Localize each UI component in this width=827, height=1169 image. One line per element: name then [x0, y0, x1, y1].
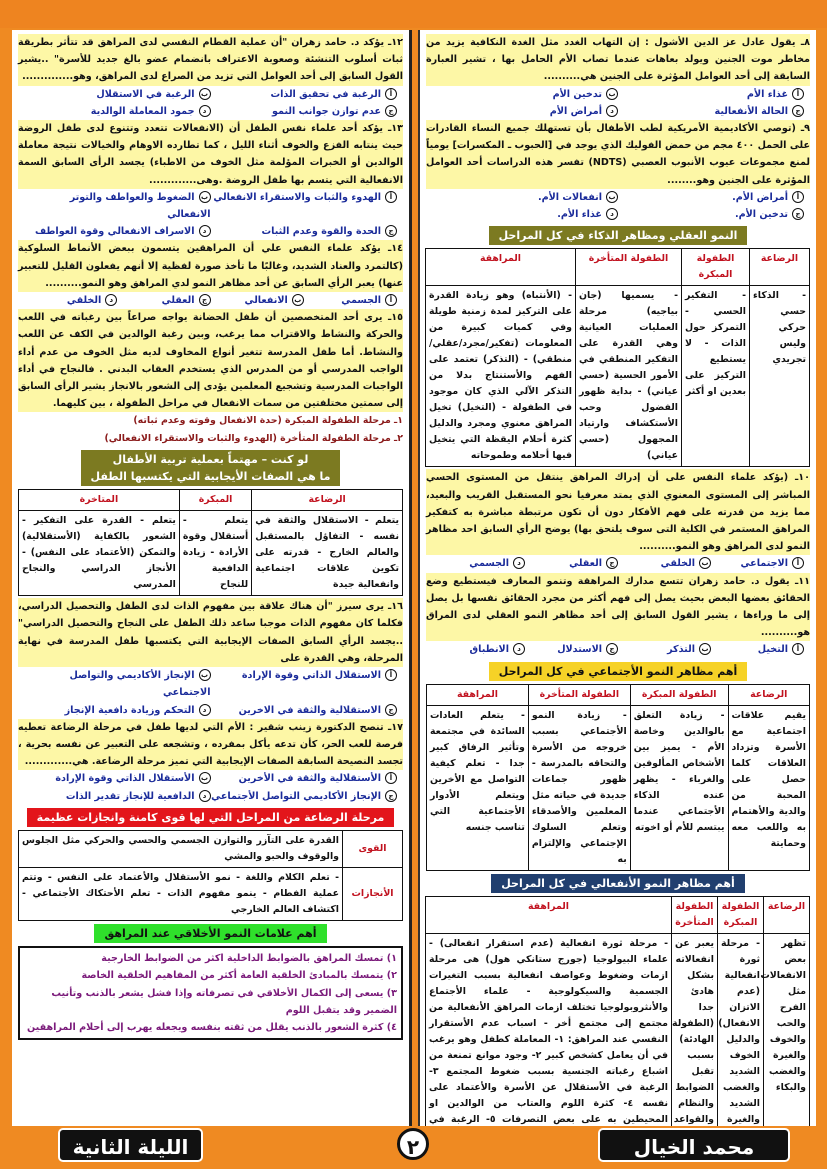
list-item: ٣) يسعى إلى الكمال الأخلاقي في تصرفاته وإذا فشل يشعر بالذنب وتأنيب الضمير وقد يتقبل اللوم	[51, 987, 397, 1016]
option-text: تدخين الأم	[552, 88, 602, 100]
column-header: المراهقة	[426, 897, 672, 934]
table-row	[19, 830, 403, 867]
column-header: المتاخرة	[19, 490, 180, 511]
table-cell: - التفكير الحسي - التمركز حول الذات - لا يستطيع التركيز على بعدين او أكثر	[682, 286, 750, 467]
answer-option[interactable]	[432, 555, 525, 572]
option-marker-icon: ب	[699, 557, 711, 569]
info-table	[425, 248, 810, 467]
option-marker-icon: ب	[292, 294, 304, 306]
option-marker-icon: ب	[199, 669, 211, 681]
question-stem: ١٣ـ يؤكد أحد علماء نفس الطفل أن (الانفعالات تتعدد وتتنوع لدى طفل الروضة حيث ينتابه الفزع والخوف أثناء الليل ، كما تطارده الاوهام والخيالات نتيجة معاملة الوالدين أو الخبرات المؤلمة مثل الخوف من الاطباء) يجسد الرأى السابق السمة الانفعالية التي يتسم بها طفل الروضة .وهى.............	[18, 120, 403, 189]
info-table	[18, 489, 403, 596]
option-text: الاستقلال الذاتي وقوة الإرادة	[241, 670, 381, 682]
answer-option[interactable]	[432, 641, 525, 658]
answer-options	[426, 555, 810, 572]
left-column	[12, 30, 412, 1126]
table-cell: - مرحلة ثورة انفعالية (عدم استقرار انفعالى) - علماء البيولوجيا (جورج ستانكي هول) هى مرحلة ازمات وضغوط وعواصف انفعالية بسبب التغيرات الجسمية والسيكولوجية - علماء الأجتماع والأنثروبولوجيا تختلف ازمات المراهق الأنفعالية من مجتمع إلى مجتمع أخر - اسباب عدم الأستقرار النفسي عند المراهق: ١- المعاملة كطفل وهو يرغب في أن يعامل كشخص كبير ٢- وجود موانع تمنعة من اشباع رغباته الجنسية بسبب ضغوط المجتمع ٣- الرغبة في الأستقلال عن الأسرة والأعتماد على نفسه ٤- كثرة اللوم والعتاب من الوالدين او المحيطين به على بعض التصرفات ٥- الرغبة في	[426, 934, 672, 1126]
column-header: الطفولة المبكرة	[682, 249, 750, 286]
table-row	[426, 934, 810, 1126]
option-text: غذاء الأم	[746, 88, 788, 100]
column-header: الطفولة المتأخرة	[576, 249, 682, 286]
answer-option[interactable]	[618, 189, 804, 206]
option-marker-icon: أ	[792, 557, 804, 569]
table-cell: - زيادة النمو الأجتماعي بسبب خروجه من الأسرة والتحاقه بالمدرسة - ظهور جماعات جديدة في حياته مثل المعلمين والأصدقاء وتعلم السلوك الإجتماعي والإلتزام به	[528, 705, 630, 870]
option-text: الإنجاز الأكاديمي التواصل الأجتماعي	[211, 790, 381, 802]
option-text: الدافعية للإنجاز تقدير الذات	[65, 790, 195, 802]
answer-option[interactable]	[24, 702, 211, 719]
answer-options	[426, 641, 810, 658]
option-marker-icon: ج	[606, 557, 618, 569]
option-text: الاستقلالية والثقة في الاخرين	[238, 704, 381, 716]
option-text: الاجتماعي	[740, 558, 788, 570]
option-marker-icon: أ	[385, 191, 397, 203]
answer-option[interactable]	[618, 555, 711, 572]
answer-option[interactable]	[211, 103, 398, 120]
answer-option[interactable]	[117, 292, 210, 309]
option-marker-icon: ج	[385, 105, 397, 117]
answer-option[interactable]	[24, 223, 211, 240]
option-text: الخلقي	[660, 558, 695, 570]
answer-option[interactable]	[525, 555, 618, 572]
column-header: الرضاعة	[728, 684, 809, 705]
answer-options	[426, 189, 810, 223]
answer-option[interactable]	[432, 103, 618, 120]
table-cell: - يتعلم العادات السائدة في مجتمعة وتأثير الرفاق كبير جدا - تعلم كيفية التواصل مع الأخرين ويتعلم الأدوار الأجتماعية التي تناسب جنسه	[427, 705, 529, 870]
option-text: الخلقي	[66, 295, 102, 307]
section-banner: النمو العقلي ومظاهر الذكاء في كل المراحل	[489, 226, 748, 245]
option-marker-icon: ب	[699, 643, 711, 655]
column-header: المراهقة	[427, 684, 529, 705]
top-band	[0, 0, 827, 28]
answer-option[interactable]	[211, 770, 398, 787]
option-marker-icon: أ	[792, 191, 804, 203]
table-header-row	[19, 490, 403, 511]
answer-option[interactable]	[211, 223, 398, 240]
column-header: الطفولة المبكرة	[718, 897, 764, 934]
option-marker-icon: د	[199, 704, 211, 716]
option-text: التخيل	[757, 644, 788, 656]
answer-option[interactable]	[618, 641, 711, 658]
option-marker-icon: ج	[606, 643, 618, 655]
answer-option[interactable]	[24, 770, 211, 787]
option-marker-icon: د	[513, 643, 525, 655]
answer-option[interactable]	[432, 86, 618, 103]
moral-signs-list	[18, 946, 403, 1040]
option-text: الهدوء والثبات والاستقراء الانفعالي	[213, 191, 381, 203]
answer-option[interactable]	[618, 103, 804, 120]
option-marker-icon: ب	[606, 191, 618, 203]
table-cell: يقيم علاقات اجتماعية مع الأسرة وتزداد العلاقات كلما حصل على المحبة من والدية والأهتمام به واللعب معه وحمايتة	[728, 705, 809, 870]
answer-option[interactable]	[211, 86, 398, 103]
table-cell: - مرحلة ثورة انفعالية (عدم الاتزان الانفعال) والدليل الخوف الشديد والغضب الشديد والغيرة	[718, 934, 764, 1126]
answer-option[interactable]	[24, 667, 211, 701]
section-banner: أهم مظاهر النمو الأنفعالي في كل المراحل	[491, 874, 745, 893]
option-marker-icon: أ	[385, 294, 397, 306]
table-cell: تظهر بعض الانفعالات مثل الفرح والحب والخوف والغيرة والغضب والبكاء	[764, 934, 810, 1126]
answer-option[interactable]	[304, 292, 397, 309]
option-text: الحالة الأنفعالية	[714, 105, 788, 117]
option-text: الجسمي	[341, 295, 381, 307]
table-row	[426, 286, 810, 467]
answer-options	[18, 86, 403, 120]
author-name-badge: محمد الخيال	[598, 1128, 790, 1162]
option-marker-icon: أ	[792, 88, 804, 100]
table-cell: - يسميها (جان بياجيه) مرحلة العمليات العيانية وهي القدرة على التفكير المنطقي في الأمور الحسية (حسي عياني) - بداية ظهور الفضول وحب الأستكشاف وارتياد المجهول (حسي عياني)	[576, 286, 682, 467]
table-cell: - (الأنتباه) وهو زيادة القدرة على التركيز لمدة زمنية طويلة وفي كميات كبيرة من المعلومات (تفكير/مجرد/عقلي/منطقي) - (التذكر) تعتمد على الفهم والأستنتاج بدلا من التذكر الآلي الذي كان موجود في الطفولة - (التخيل) تخيل المراهق معنوي ومجرد والدليل كثرة أحلام اليقظة التي يتخيل فيها أحلامه وطموحاته	[426, 286, 576, 467]
option-text: الاسراف الانفعالي وقوة العواطف	[34, 226, 195, 238]
option-marker-icon: د	[606, 105, 618, 117]
answer-options	[18, 189, 403, 241]
answer-option[interactable]	[24, 103, 211, 120]
answer-option[interactable]	[24, 86, 211, 103]
option-marker-icon: أ	[385, 669, 397, 681]
answer-option[interactable]	[525, 641, 618, 658]
answer-option[interactable]	[211, 667, 398, 701]
answer-option[interactable]	[24, 189, 211, 223]
option-text: أمراض الأم.	[732, 191, 788, 203]
answer-option[interactable]	[24, 788, 211, 805]
answer-option[interactable]	[211, 189, 398, 223]
table-header-row	[426, 249, 810, 286]
column-header: المراهقة	[426, 249, 576, 286]
question-stem: ١٥ـ يرى أحد المتخصصين أن طفل الحضانة يواجه صراعاً بين رغباته في اللعب والحركة والنشاط والاقتراب مما يرغب، وبين رغبة الوالدين في الكف عن اللعب والنشاط. أما طفل المدرسة تتغير أنواع المخاوف لديه مثل الخوف من عدم أداء الواجب المدرسي أو من المدرس الذي يستخدم العقاب البدني . فالنجاح في أداء الواجبات المدرسية وتشجيع المعلمين يؤدى إلى الشعور بالانجاز يشير الرأى السابق إلى سمتين مختلفتين من سمات الانفعال في مراحل الطفولة ، بين كليهما.	[18, 309, 403, 412]
answer-options	[18, 292, 403, 309]
list-item: ٤) كثرة الشعور بالذنب يقلل من ثقته بنفسه ويجعله يهرب إلى أحلام المراهقين	[27, 1021, 397, 1033]
option-text: التذكر	[667, 644, 695, 656]
answer-option[interactable]	[211, 702, 398, 719]
option-text: الجسمي	[469, 558, 509, 570]
option-marker-icon: أ	[385, 88, 397, 100]
option-text: الضغوط والعواطف والتوتر الانفعالي	[69, 191, 211, 221]
answer-option[interactable]	[432, 206, 618, 223]
table-cell: القدرة على التآزر والتوازن الجسمي والحسي والحركي مثل الجلوس والوقوف والحبو والمشي	[19, 830, 343, 867]
option-text: العقلي	[569, 558, 602, 570]
option-marker-icon: ج	[385, 704, 397, 716]
list-item: ١) تمسك المراهق بالضوابط الداخلية اكثر من الضوابط الخارجية	[101, 953, 397, 965]
column-header: الطفولة المبكرة	[630, 684, 728, 705]
table-cell: الأنجازات	[343, 867, 403, 920]
answer-line: ١ـ مرحلة الطفولة المبكرة (حدة الانفعال وقوته وعدم ثباته)	[133, 415, 403, 427]
option-marker-icon: د	[513, 557, 525, 569]
option-text: التحكم وزيادة دافعية الإنجاز	[64, 704, 195, 716]
option-marker-icon: د	[199, 105, 211, 117]
table-header-row	[426, 897, 810, 934]
answer-options	[18, 667, 403, 719]
option-marker-icon: ج	[792, 105, 804, 117]
answer-option[interactable]	[618, 206, 804, 223]
section-banner: أهم علامات النمو الأخلاقي عند المراهق	[94, 924, 326, 943]
table-row	[19, 511, 403, 596]
question-stem: ١٧ـ تنصح الدكتورة زينب شقير : الأم التي لديها طفل في مرحلة الرضاعة تعطيه فرصة للعب الحر، كأن تدعه يأكل بمفرده ، وتشجعه على التعبير عن نفسه بحرية ، تجسد النصيحة السابقة الصفات الإيجابية التي تميز مرحلة الرضاعة. هي.............	[18, 719, 403, 771]
table-cell: - زيادة التعلق بالوالدين وخاصة الأم - يميز بين الأشخاص المألوفين والغرباء - يظهر عنده الذكاء الأجتماعي عندما يبتسم للأم أو اخوته	[630, 705, 728, 870]
option-marker-icon: أ	[385, 772, 397, 784]
option-text: الانفعالي	[244, 295, 288, 307]
option-text: انفعالات الأم.	[537, 191, 602, 203]
column-header: الرضاعة	[764, 897, 810, 934]
answer-option[interactable]	[432, 189, 618, 206]
option-text: عدم توازن جوانب النمو	[272, 105, 381, 117]
question-stem: ١٤ـ يؤكد علماء النفس علي أن المراهقين يتسمون ببعض الأنماط السلوكية (كالتمرد والعناد الشديد، وغالبًا ما تأخذ صورة لفظية إلا أنهم يفعلون القليل للتعبير عنها) يعبر الرأي السابق عن أحد مظاهر النمو لدي المراهق وهو النمو..........	[18, 240, 403, 292]
answer-options	[18, 770, 403, 804]
answer-option[interactable]	[24, 292, 117, 309]
list-item: ٢) يتمسك بالمبادئ الخلقية العامة أكثر من المفاهيم الخلقية الخاصة	[81, 970, 397, 982]
night-label-badge: الليلة الثانية	[58, 1128, 203, 1162]
page-number: ٢	[397, 1128, 429, 1160]
option-marker-icon: ب	[606, 88, 618, 100]
option-text: تدخين الأم.	[734, 209, 788, 221]
option-marker-icon: ج	[385, 225, 397, 237]
question-stem: ٩ـ (توصي الأكاديمية الأمريكية لطب الأطفال بأن تستهلك جميع النساء القادرات على الحمل ٤٠٠ مجم من حمض الفوليك الذي يوجد في [الحبوب ـ المكسرات] يومياً لمنع مجموعات عيوب الأنبوب العصبي (NDTS) تفسر هذه الدراسات أحد العوامل المؤثرة على الجنين وهو........	[426, 120, 810, 189]
column-header: الرضاعة	[750, 249, 810, 286]
option-text: الأستقلال الذاتي وقوة الإرادة	[55, 773, 195, 785]
column-header: المبكرة	[179, 490, 251, 511]
info-table	[426, 684, 810, 871]
option-text: جمود المعاملة الوالدية	[90, 105, 195, 117]
option-text: الاستدلال	[557, 644, 602, 656]
table-cell: يتعلم - القدرة على التفكير - الشعور بالكفاية (الأستقلالية) والتمكن (الأعتماد على النفس) - الأنجاز الدراسي والنجاح المدرسي	[19, 511, 180, 596]
option-marker-icon: أ	[792, 643, 804, 655]
answer-option[interactable]	[211, 292, 304, 309]
table-cell: - تعلم الكلام واللغة - نمو الأستقلال والأعتماد على النفس - وتتم عملية الفطام - ينمو مفهوم الذات - تعلم الأحتكاك الأجتماعي - اكتشاف العالم الخارجي	[19, 867, 343, 920]
option-text: أمراض الأم	[549, 105, 602, 117]
option-marker-icon: ب	[199, 191, 211, 203]
section-banner: لو كنت – مهتماً بعملية تربية الأطفال ما هي الصفات الأيجابية التي يكتسبها الطفل	[81, 450, 341, 486]
option-text: غذاء الأم.	[557, 209, 602, 221]
table-cell: القوى	[343, 830, 403, 867]
table-row	[427, 705, 810, 870]
question-stem: ١٢ـ يؤكد د. حامد زهران "أن عملية الفطام النفسي لدى المراهق قد تتأثر بطريقة ثبات أسلوب التنشئة وصعوبة الاعتراف بانضمام عضو بالغ جديد للأسرة" ..يشير القول السابق إلى أحد العوامل التي تزيد من الصراع لدى المراهق، وهو..............	[18, 34, 403, 86]
answer-option[interactable]	[711, 641, 804, 658]
question-stem: ١٠ـ (يؤكد علماء النفس على أن إدراك المراهق ينتقل من المستوى الحسي المباشر إلى المستوى المعنوي الذي يمتد معرفيا نحو المستقبل القريب والبعيد، مما يزيد من قدرته على فهم الأفكار دون أن تكون مرتبطة مباشرة به كتفكير المراهق المستمر في الكلية التى سوف يلتحق بها) يوضح الرأي السابق احد مظاهر النمو لدى المراهق وهو النمو..........	[426, 469, 810, 555]
option-marker-icon: ج	[385, 790, 397, 802]
table-cell: يعبر عن انفعالاته بشكل هادئ جدا (الطفولة الهادئة) بسبب تقبل الضوابط والنظام والقواعد	[672, 934, 718, 1126]
answer-option[interactable]	[211, 788, 398, 805]
table-cell: يتعلم - الاستقلال والثقة في نفسه - التفاؤل بالمستقبل والعالم الخارج - قدرته على تكوين علاقات اجتماعية وانفعالية جيدة	[252, 511, 403, 596]
option-text: الحدة والقوة وعدم الثبات	[261, 226, 381, 238]
column-header: الطفولة المتأخرة	[528, 684, 630, 705]
option-text: الرغبة في تحقيق الذات	[270, 88, 381, 100]
answer-option[interactable]	[711, 555, 804, 572]
option-marker-icon: د	[199, 790, 211, 802]
option-marker-icon: د	[606, 208, 618, 220]
option-text: الانطباق	[469, 644, 509, 656]
option-marker-icon: ب	[199, 772, 211, 784]
section-banner: أهم مظاهر النمو الأجتماعي في كل المراحل	[489, 662, 748, 681]
question-stem: ١٦ـ يرى سيرز "أن هناك علاقة بين مفهوم الذات لدى الطفل والتحصيل الدراسي، فكلما كان مفهوم الذات موجبا ساعد ذلك الطفل على النجاح والتحصيل الدراسي" ..يجسد الرأي السابق الصفات الإيجابية التي يكتسبها طفل المدرسة في نهاية المرحلة، وهي القدرة على	[18, 598, 403, 667]
option-marker-icon: ج	[199, 294, 211, 306]
question-stem: ١١ـ يقول د. حامد زهران تتسع مدارك المراهقة وتنمو المعارف فيستطيع وضع الحقائق بعضها البعض بحيث يصل إلى فهم أكثر من مجرد الحقائق نفسها بل يصل إلى ما وراءها ، يشير القول السابق إلى أحد مظاهر النمو العقلي لدى المراق هو..........	[426, 573, 810, 642]
answer-line: ٢ـ مرحلة الطفولة المتأخرة (الهدوء والثبات والاستقراء الانفعالي)	[104, 432, 403, 444]
answer-options	[426, 86, 810, 120]
info-table	[425, 896, 810, 1126]
table-header-row	[427, 684, 810, 705]
table-cell: - الذكاء حسي حركي وليس تجريدي	[750, 286, 810, 467]
option-marker-icon: ج	[792, 208, 804, 220]
column-header: الطفولة المتأخرة	[672, 897, 718, 934]
option-marker-icon: د	[199, 225, 211, 237]
answer-option[interactable]	[618, 86, 804, 103]
info-table	[18, 830, 403, 921]
question-stem: ٨ـ يقول عادل عز الدين الأشول : إن التهاب الغدد مثل الغدة النكافية يزيد من مخاطر موت الجنين ويولد بعاهات عندما تصاب الأم الحامل بها ، تشير العبارة السابقة إلى أحد العوامل المؤثرة على الجنين هي..........	[426, 34, 810, 86]
option-text: الرغبة في الاستقلال	[96, 88, 195, 100]
option-marker-icon: ب	[199, 88, 211, 100]
option-marker-icon: د	[105, 294, 117, 306]
option-text: الأستقلالية والثقة في الأخرين	[238, 773, 381, 785]
option-text: الإنجاز الأكاديمي والتواصل الاجتماعي	[69, 670, 211, 699]
column-header: الرضاعة	[252, 490, 403, 511]
table-row	[19, 867, 403, 920]
table-cell: يتعلم - أستقلال وقوة الأرادة - زيادة الدافعية للنجاح	[179, 511, 251, 596]
right-column	[418, 30, 816, 1126]
option-text: العقلي	[161, 295, 195, 307]
section-banner: مرحلة الرضاعة من المراحل التي لها قوى كامنة وانجازات عظيمة	[27, 808, 395, 827]
